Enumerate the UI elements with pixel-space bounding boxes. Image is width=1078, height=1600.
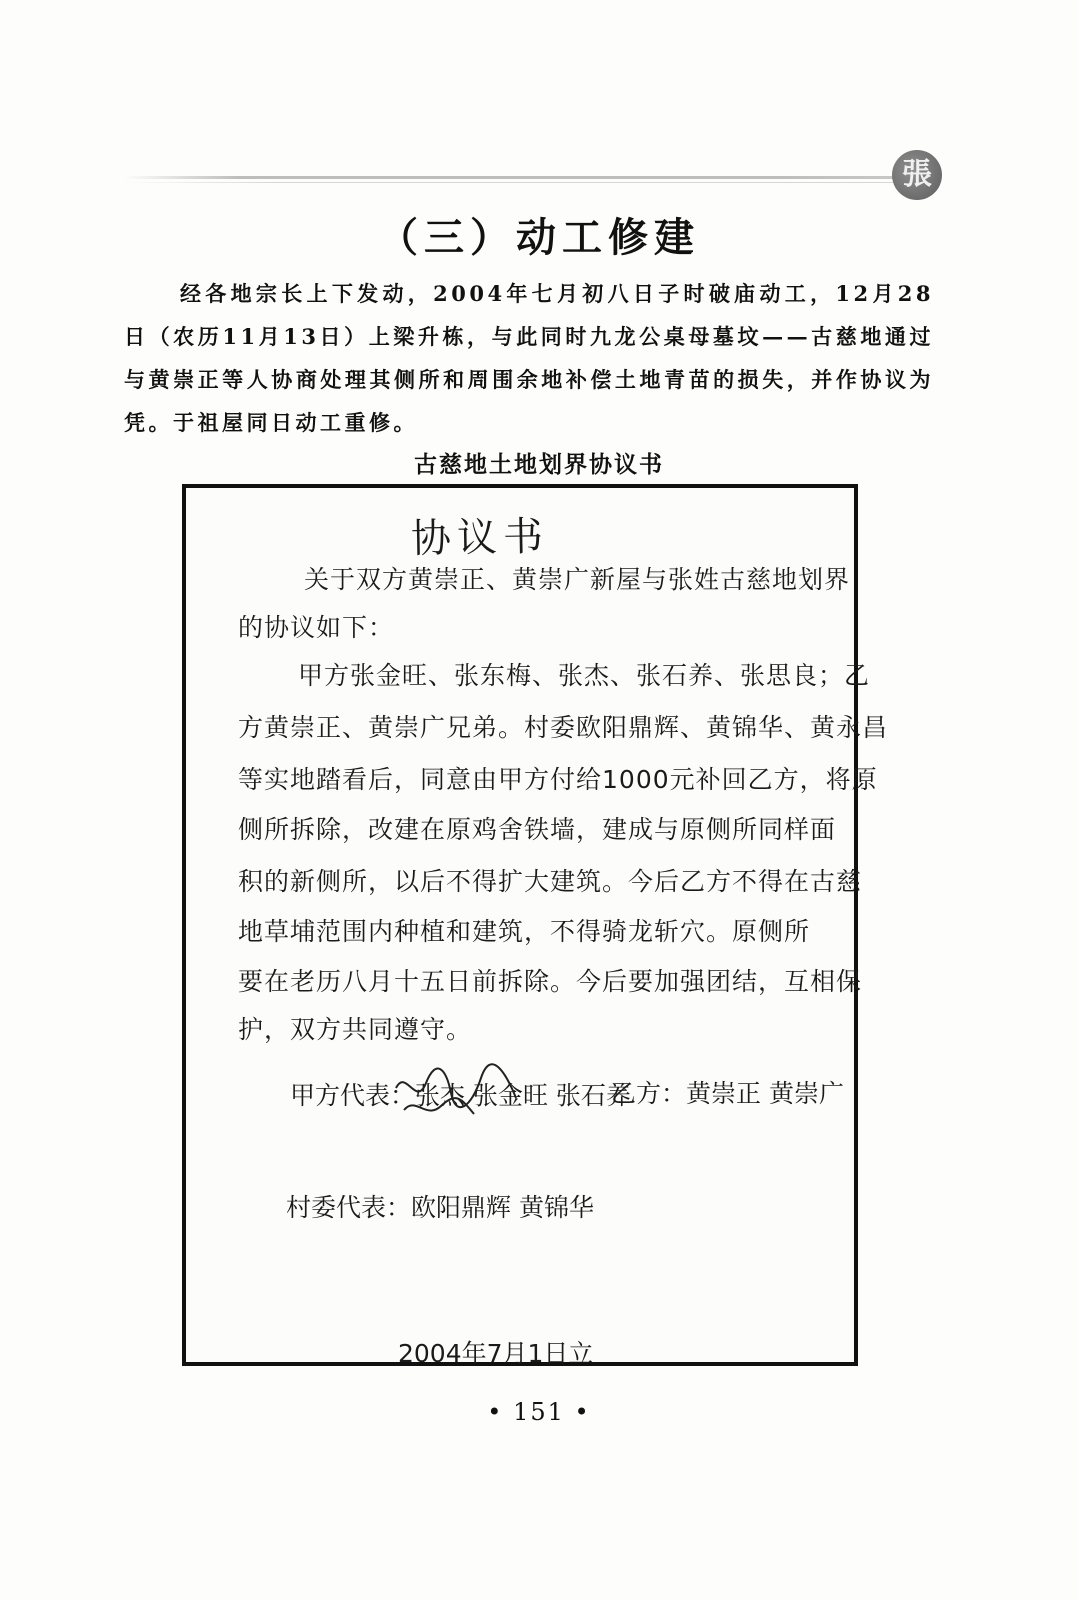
agreement-line: 地草埔范围内种植和建筑，不得骑龙斩穴。原侧所 <box>238 917 811 946</box>
agreement-line: 方黄崇正、黄崇广兄弟。村委欧阳鼎辉、黄锦华、黄永昌 <box>238 713 889 742</box>
village-rep-signatures: 欧阳鼎辉 黄锦华 <box>411 1193 594 1222</box>
agreement-line: 护，双方共同遵守。 <box>238 1015 473 1044</box>
header-rule <box>124 176 894 179</box>
party-a-signatures: 张杰 张金旺 张石养 <box>415 1081 631 1110</box>
party-a-label: 甲方代表： <box>290 1081 416 1110</box>
agreement-line: 等实地踏看后，同意由甲方付给1000元补回乙方，将原 <box>238 765 878 794</box>
village-rep-label: 村委代表： <box>286 1193 412 1222</box>
figure-caption: 古慈地土地划界协议书 <box>414 452 664 478</box>
signature-scribble-icon <box>386 1048 526 1128</box>
page-number: • 151 • <box>487 1398 591 1426</box>
agreement-line: 关于双方黄崇正、黄崇广新屋与张姓古慈地划界 <box>304 565 851 594</box>
agreement-document <box>182 484 889 1368</box>
section-title: （三）动工修建 <box>378 215 700 261</box>
agreement-line: 侧所拆除，改建在原鸡舍铁墙，建成与原侧所同样面 <box>238 815 837 844</box>
party-b-signature: 乙方：黄崇正 黄崇广 <box>611 1079 844 1108</box>
agreement-date: 2004年7月1日立 <box>398 1339 594 1368</box>
body-paragraph: 经各地宗长上下发动，2004年七月初八日子时破庙动工，12月28日（农历11月13日）上梁升栋，与此同时九龙公桌母墓坟——古慈地通过与黄崇正等人协商处理其侧所和周围余地补偿土地青苗的损失，并作协议为凭。于祖屋同日动工重修。 <box>124 281 934 435</box>
village-rep-signature-block <box>286 1188 594 1224</box>
agreement-line: 的协议如下： <box>238 613 395 642</box>
zhang-seal-icon: 張 <box>892 150 942 200</box>
header-rule-secondary <box>124 182 894 183</box>
agreement-line: 要在老历八月十五日前拆除。今后要加强团结，互相保 <box>238 967 863 996</box>
agreement-title: 协议书 <box>410 513 550 563</box>
agreement-line: 积的新侧所，以后不得扩大建筑。今后乙方不得在古慈 <box>238 867 863 896</box>
agreement-line: 甲方张金旺、张东梅、张杰、张石养、张思良；乙 <box>298 661 871 690</box>
